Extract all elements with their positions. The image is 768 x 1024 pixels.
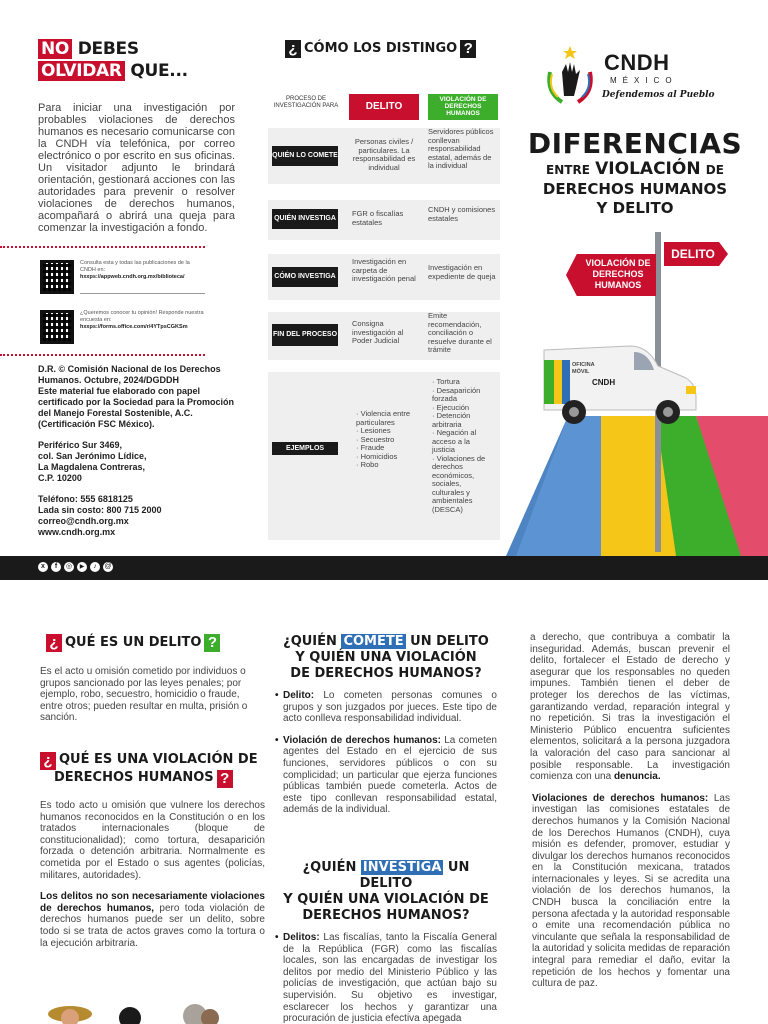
survey-link[interactable]: hxxps://forms.office.com/r/4YTpsCGKSm <box>80 324 188 330</box>
divider-dotted <box>0 246 205 248</box>
people-illustration <box>40 994 240 1024</box>
section-que-es-delito: ¿ QUÉ ES UN DELITO ? Es el acto u omisión cometido por individuos o grupos sancionado por las leyes penales; por ejemplo, robo, secuestro, homicidio o fraude, entre otros; pueden resultar en multa, prisión o sanción. <box>40 634 248 724</box>
no-debes-olvidar-heading: NO DEBES OLVIDAR QUE... <box>38 38 238 82</box>
van-illustration <box>538 338 698 428</box>
examples-delito: · Violencia entre particulares · Lesiones · Secuestro · Fraude · Homicidios · Robo <box>356 409 411 469</box>
list-item: • Delitos: Las fiscalías, tanto la Fiscalía General de la República (FGR) como las fiscalías locales, son las encargadas de investigar los delitos por medio del Ministerio Público y las policías de investigación, que actúan bajo su supervisión. Su objetivo es investigar, esclarecer los hechos y garantizar una procuración de justicia efectiva apegada <box>275 932 497 1024</box>
qr-code-icon[interactable] <box>40 310 74 344</box>
hand-wreath-icon <box>540 42 600 107</box>
qr-code-icon[interactable] <box>40 260 74 294</box>
credits-block: D.R. © Comisión Nacional de los Derechos Humanos. Octubre, 2024/DGDDH Este material fue elaborado con papel certificado por la Sociedad para la Promoción del Manejo Forestal Sostenible, A.C. (Certificación FSC México). Periférico Sur 3469, col. San Jerónimo Lídice, La Magdalena Contreras, C.P. 10200 Teléfono: 555 6818125 Lada sin costo: 800 715 2000 correo@cndh.org.mx www.cndh.org.mx <box>38 364 243 538</box>
list-item: • Violaciones de derechos humanos: Las investigan las comisiones estatales de derechos humanos y la Comisión Nacional de los Derechos Humanos (CNDH), cuya misión es defender, promover, estudiar y divulgar los derechos humanos reconocidos en la Constitución mexicana, tratados internacionales y leyes. Si se acredita una violación de los derechos humanos, la CNDH busca la conciliación entre la persona afectada y la autoridad responsable o emite una recomendación pública no vinculante que señala la responsabilidad de la autoridad y solicita medidas de reparación integral para remediar el daño, evitar la repetición de los hechos y fomentar una cultura de paz. <box>530 793 730 990</box>
col-head-violacion: VIOLACIÓN DE DERECHOS HUMANOS <box>428 94 498 120</box>
question-close-icon: ? <box>204 634 220 652</box>
section-que-es-violacion: ¿ QUÉ ES UNA VIOLACIÓN DE DERECHOS HUMANOS ? Es todo acto u omisión que vulnere los derechos humanos reconocidos en la Constitución o en los tratados internacionales (bloque de constitucionalidad); como tortura, desaparición forzada o detención arbitraria. Normalmente es cometida por el Estado o sus agentes (policías, militares, autoridades). Los delitos no son necesariamente violaciones de derechos humanos, pero toda violación de derechos humanos puede ser un delito, sobre todo si se trata de actos graves como la tortura o la ejecución arbitraria. <box>40 752 265 949</box>
cndh-logo: CNDH MÉXICO Defendemos al Pueblo <box>540 42 740 112</box>
contact: Teléfono: 555 6818125 Lada sin costo: 800 715 2000 correo@cndh.org.mx www.cndh.org.mx <box>38 494 243 538</box>
instagram-icon[interactable]: ◎ <box>65 563 73 570</box>
question-open-icon: ¿ <box>40 752 56 770</box>
row-label: QUIÉN LO COMETE <box>272 146 338 166</box>
email-link[interactable]: correo@cndh.org.mx <box>38 516 129 526</box>
list-item: • Violación de derechos humanos: La cometen agentes del Estado en el ejercicio de sus funciones, servidores públicos o con su complicidad; un particular que ejerza funciones públicas también puede cometerla. Actos de este tipo conllevan responsabilidad estatal, además de la individual. <box>275 735 497 816</box>
qr-block-2: ¿Queremos conocer tu opinión! Responde nuestra encuesta en: hxxps://forms.office.com/r/4YTpsCGKSm <box>40 310 210 344</box>
right-column-text: a derecho, que contribuya a combatir la inseguridad. Además, buscan prevenir el delito, fortalecer el Estado de derecho y asegurar que los responsables no queden impunes. También tienen el deber de proteger los derechos de las víctimas, garantizando verdad, reparación integral y no repetición. Si tras la investigación el Ministerio Público encuentra suficientes elementos, solicitará a la persona juzgadora la valoración del caso para sancionar al posible responsable. La investigación comienza con una denuncia. • Violaciones de derechos humanos: Las investigan las comisiones estatales de derechos humanos y la Comisión Nacional de los Derechos Humanos (CNDH), cuya misión es defender, promover, estudiar y divulgar los derechos humanos reconocidos en la Constitución mexicana, tratados internacionales y leyes. Si se acredita una violación de los derechos humanos, la CNDH busca la conciliación entre la persona afectada y la autoridad responsable o emite una recomendación pública no vinculante que señala la responsabilidad de la autoridad y solicita medidas de reparación integral para remediar el daño, evitar la repetición de los hechos y fomentar una cultura de paz. <box>530 632 730 1024</box>
footer-band <box>0 556 768 580</box>
question-close-icon: ? <box>217 770 233 788</box>
threads-icon[interactable]: @ <box>104 563 112 570</box>
col-head-delito: DELITO <box>349 94 419 120</box>
section-quien-comete: ¿QUIÉN COMETE UN DELITO Y QUIÉN UNA VIOLACIÓN DE DERECHOS HUMANOS? • Delito: Lo cometen personas comunes o grupos y son juzgados por jueces. Este tipo de acto conlleva responsabilidad individual. • Violación de derechos humanos: La cometen agentes del Estado en el ejercicio de sus funciones, servidores públicos o con su complicidad; un particular que ejerza funciones públicas también puede cometerla. Actos de este tipo conllevan responsabilidad estatal, además de la individual. <box>275 634 497 816</box>
col-head-proceso: PROCESO DE INVESTIGACIÓN PARA <box>273 96 339 109</box>
intro-paragraph: Para iniciar una investigación por probables violaciones de derechos humanos es necesario comunicarse con la CNDH vía telefónica, por correo electrónico o por escrito en sus oficinas. Un visitador adjunto le brindará orientación, gestionará acciones con las autoridades para prevenir o resolver violaciones de derechos humanos, acompañará o abrirá una queja para comenzar la investigación a fondo. <box>38 102 235 234</box>
facebook-icon[interactable]: f <box>51 562 61 572</box>
row-label: CÓMO INVESTIGA <box>272 267 338 287</box>
social-icons <box>38 562 113 572</box>
examples-violacion: · Tortura · Desaparición forzada · Ejecución · Detención arbitraria · Negación al acceso a la justicia · Violaciones de derechos económicos, sociales, culturales y ambientales (DESCA) <box>432 377 486 514</box>
list-item: • Delito: Lo cometen personas comunes o grupos y son juzgados por jueces. Este tipo de acto conlleva responsabilidad individual. <box>275 690 497 725</box>
biblioteca-link[interactable]: hxxps://appweb.cndh.org.mx/biblioteca/ <box>80 274 185 280</box>
website-link[interactable]: www.cndh.org.mx <box>38 527 116 537</box>
row-label: FIN DEL PROCESO <box>272 324 338 346</box>
section-quien-investiga: ¿QUIÉN INVESTIGA UN DELITO Y QUIÉN UNA VIOLACIÓN DE DERECHOS HUMANOS? • Delitos: Las fiscalías, tanto la Fiscalía General de la República (FGR) como las fiscalías locales, son las encargadas de investigar los delitos por medio del Ministerio Público y las policías de investigación, que actúan bajo su supervisión. Su objetivo es investigar, esclarecer los hechos y garantizar una procuración de justicia efectiva apegada <box>275 860 497 1024</box>
cover-title: DIFERENCIAS ENTRE VIOLACIÓN DE DERECHOS HUMANOS Y DELITO <box>527 127 743 217</box>
divider-dotted <box>0 354 205 356</box>
table-title: ¿ CÓMO LOS DISTINGO ? <box>285 40 476 58</box>
question-open-icon: ¿ <box>46 634 62 652</box>
tiktok-icon[interactable]: ♪ <box>90 562 100 572</box>
left-panel <box>38 38 238 234</box>
youtube-icon[interactable]: ▶ <box>77 562 87 572</box>
row-label: QUIÉN INVESTIGA <box>272 209 338 229</box>
qr-block-1: Consulta esta y todas las publicaciones de la CNDH en: hxxps://appweb.cndh.org.mx/biblioteca/ <box>40 260 210 294</box>
x-icon[interactable]: x <box>38 562 48 572</box>
address: Periférico Sur 3469, col. San Jerónimo Lídice, La Magdalena Contreras, C.P. 10200 <box>38 440 147 483</box>
row-label: EJEMPLOS <box>272 442 338 455</box>
